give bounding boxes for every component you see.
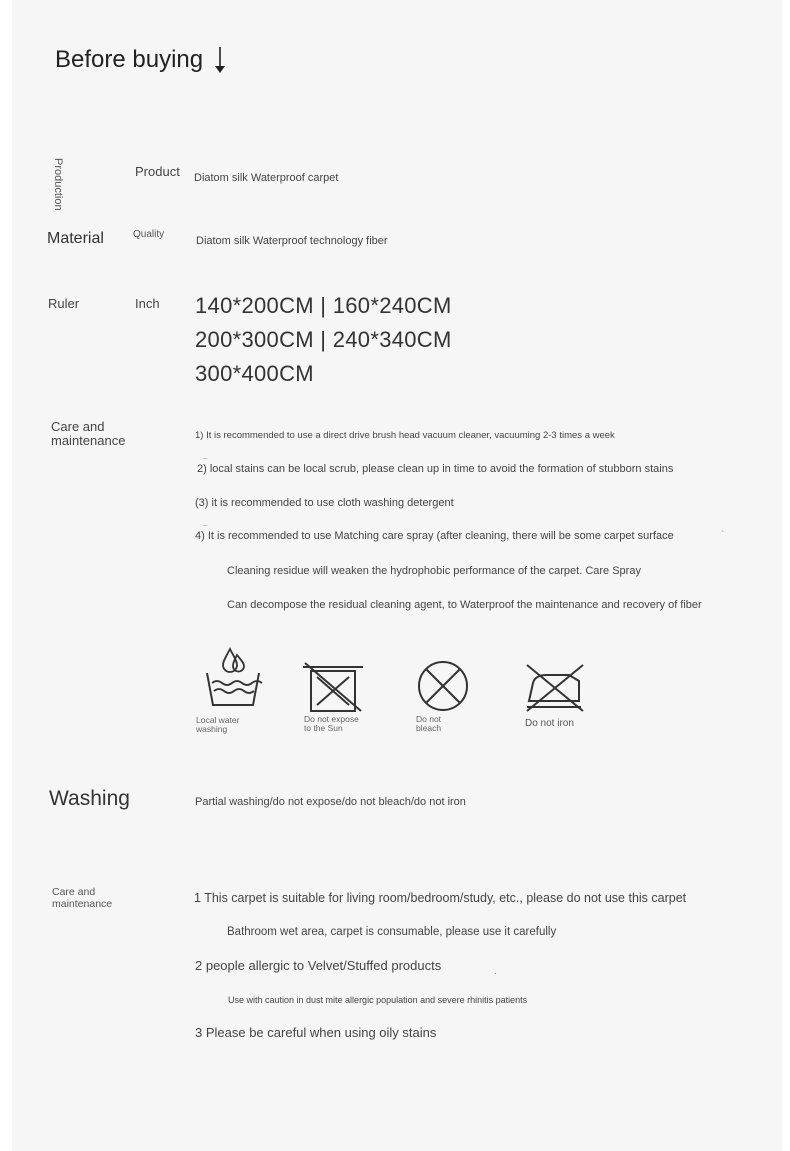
spec-value-product: Diatom silk Waterproof carpet bbox=[194, 172, 339, 184]
icon-caption-no-sun: Do not expose to the Sun bbox=[304, 714, 359, 733]
size-line-3: 300*400CM bbox=[195, 361, 314, 386]
spec-sublabel-quality: Quality bbox=[133, 229, 165, 240]
care-line-5: Cleaning residue will weaken the hydrophobic performance of the carpet. Care Spray bbox=[227, 565, 641, 577]
size-line-2: 200*300CM | 240*340CM bbox=[195, 327, 452, 352]
care-mark-1: _ bbox=[203, 450, 208, 459]
care-line-2: 2) local stains can be local scrub, please clean up in time to avoid the formation of stubborn stains bbox=[197, 463, 674, 475]
care-mark-3: ` bbox=[721, 530, 725, 541]
spec-label-production: Production bbox=[52, 158, 64, 211]
spec-label-material: Material bbox=[47, 230, 104, 247]
washing-label: Washing bbox=[49, 787, 130, 810]
care2-mark: . bbox=[494, 966, 497, 977]
icon-caption-local-water: Local water washing bbox=[196, 715, 240, 734]
spec-value-material: Diatom silk Waterproof technology fiber bbox=[196, 235, 388, 247]
care2-line-4: Use with caution in dust mite allergic population and severe rhinitis patients bbox=[228, 995, 528, 1005]
care-line-4: 4) It is recommended to use Matching care spray (after cleaning, there will be some carpet surface bbox=[195, 530, 674, 542]
icon-caption-no-bleach: Do not bleach bbox=[416, 714, 442, 733]
spec-sublabel-product: Product bbox=[135, 164, 180, 179]
arrow-down-icon bbox=[213, 46, 227, 74]
size-line-1: 140*200CM | 160*240CM bbox=[195, 293, 452, 318]
care-line-1: 1) It is recommended to use a direct drive brush head vacuum cleaner, vacuuming 2-3 times a week bbox=[195, 430, 615, 441]
care-mark-2: _ bbox=[203, 517, 208, 526]
care-line-3: (3) it is recommended to use cloth washing detergent bbox=[195, 497, 454, 509]
no-sun-exposure-icon bbox=[303, 657, 363, 719]
spec-sublabel-inch: Inch bbox=[135, 296, 160, 311]
care-label: Care and maintenance bbox=[51, 419, 126, 448]
icon-caption-no-iron: Do not iron bbox=[525, 718, 574, 729]
care2-line-5: 3 Please be careful when using oily stains bbox=[195, 1025, 437, 1040]
local-water-washing-icon bbox=[203, 645, 263, 707]
page-title: Before buying bbox=[55, 46, 204, 73]
no-bleach-icon bbox=[413, 655, 473, 717]
care2-line-1: 1 This carpet is suitable for living room/bedroom/study, etc., please do not use this carpet bbox=[194, 891, 687, 905]
care2-line-2: Bathroom wet area, carpet is consumable, please use it carefully bbox=[227, 926, 557, 938]
care2-label: Care and maintenance bbox=[52, 886, 113, 910]
washing-value: Partial washing/do not expose/do not bleach/do not iron bbox=[195, 796, 466, 808]
care2-line-3: 2 people allergic to Velvet/Stuffed products bbox=[195, 958, 442, 973]
no-iron-icon bbox=[525, 656, 585, 718]
care-line-6: Can decompose the residual cleaning agent, to Waterproof the maintenance and recovery of fiber bbox=[227, 599, 702, 611]
spec-label-ruler: Ruler bbox=[48, 296, 80, 311]
